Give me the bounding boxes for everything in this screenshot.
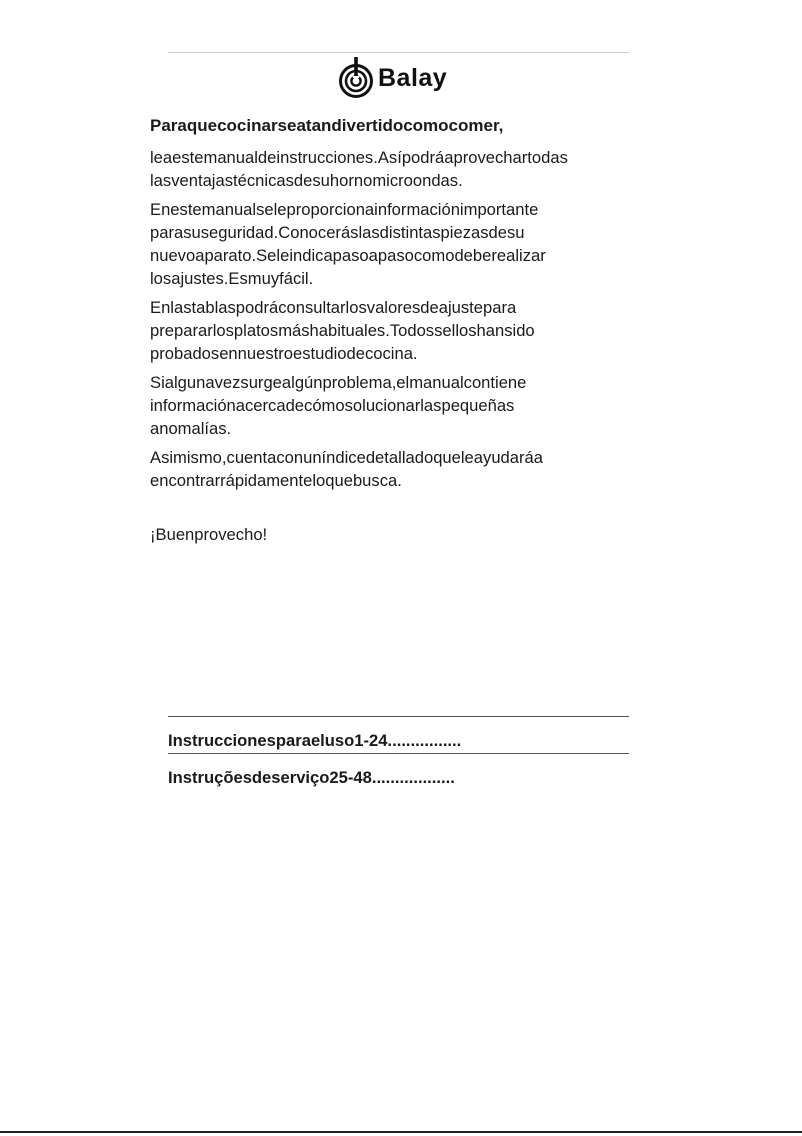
paragraph-line: losajustes.Esmuyfácil. bbox=[150, 269, 314, 288]
paragraph-line: leaestemanualdeinstrucciones.Asípodráaprovechartodas bbox=[150, 148, 568, 167]
intro-text bbox=[150, 114, 630, 546]
bottom-divider bbox=[0, 1131, 802, 1133]
paragraph-line: lasventajastécnicasdesuhornomicroondas. bbox=[150, 171, 463, 190]
paragraph-line: Enlastablaspodráconsultarlosvaloresdeajustepara bbox=[150, 298, 517, 317]
paragraph-line: Asimismo,cuentaconuníndicedetalladoqueleayudaráa bbox=[150, 448, 543, 467]
paragraph-line: informaciónacercadecómosolucionarlaspequeñas bbox=[150, 396, 515, 415]
paragraph-line: prepararlosplatosmáshabituales.Todosselloshansido bbox=[150, 321, 535, 340]
paragraph-line: nuevoaparato.Seleindicapasoapasocomodeberealizar bbox=[150, 246, 546, 265]
paragraph-line: anomalías. bbox=[150, 419, 232, 438]
intro-paragraph bbox=[150, 198, 630, 290]
toc-entry-spanish[interactable]: Instruccionesparaeluso1-24................ bbox=[168, 731, 462, 750]
closing-greeting: ¡Buenprovecho! bbox=[150, 525, 268, 544]
paragraph-line: Enestemanualseleproporcionainformaciónimportante bbox=[150, 200, 539, 219]
brand-logo bbox=[338, 56, 447, 100]
paragraph-line: encontrarrápidamenteloquebusca. bbox=[150, 471, 402, 490]
intro-paragraph bbox=[150, 371, 630, 440]
intro-paragraph bbox=[150, 446, 630, 492]
paragraph-line: Sialgunavezsurgealgúnproblema,elmanualcontiene bbox=[150, 373, 527, 392]
table-of-contents bbox=[168, 716, 629, 790]
intro-heading: Paraquecocinarseatandivertidocomocomer, bbox=[150, 116, 504, 135]
intro-paragraph bbox=[150, 296, 630, 365]
paragraph-line: probadosennuestroestudiodecocina. bbox=[150, 344, 418, 363]
top-divider bbox=[168, 52, 629, 53]
brand-name: Balay bbox=[378, 63, 448, 92]
balay-spiral-icon bbox=[338, 56, 374, 100]
toc-entry-portuguese[interactable]: Instruçõesdeserviço25-48.................. bbox=[168, 768, 455, 787]
intro-paragraph bbox=[150, 146, 630, 192]
paragraph-line: parasuseguridad.Conoceráslasdistintaspiezasdesu bbox=[150, 223, 525, 242]
